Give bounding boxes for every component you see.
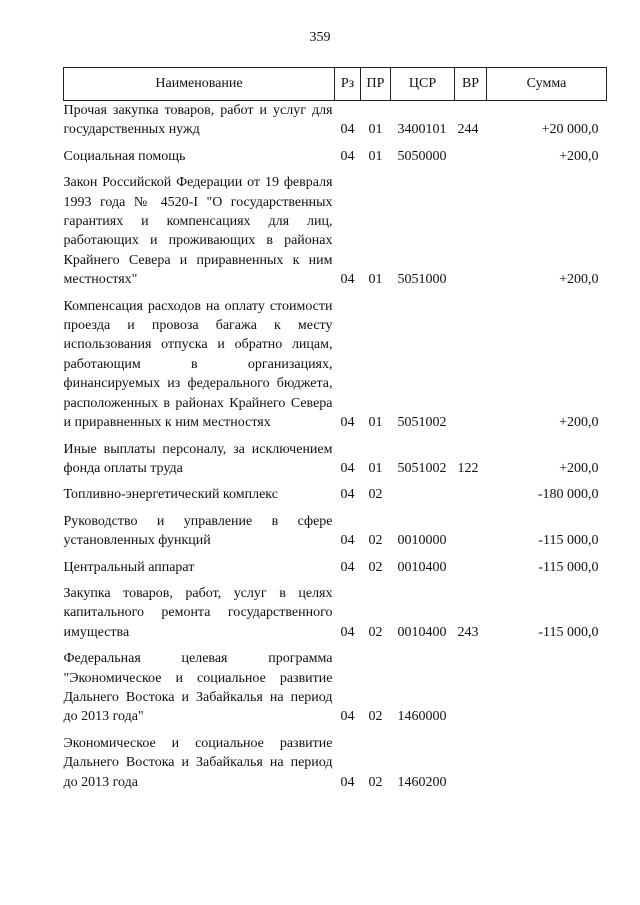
row-rz: 04 — [340, 415, 355, 431]
row-pr: 02 — [368, 709, 383, 725]
row-csr: 5051002 — [397, 415, 447, 431]
row-rz: 04 — [340, 148, 355, 164]
row-sum: -115 000,0 — [538, 624, 599, 640]
table-row — [64, 485, 607, 511]
row-sum: -115 000,0 — [538, 559, 599, 575]
table-row — [64, 147, 607, 173]
table-row — [64, 440, 607, 486]
row-rz: 04 — [340, 460, 355, 476]
row-rz: 04 — [340, 774, 355, 790]
row-csr: 3400101 — [397, 122, 447, 138]
row-rz: 04 — [340, 272, 355, 288]
row-rz: 04 — [340, 487, 355, 503]
row-sum: -115 000,0 — [538, 533, 599, 549]
header-vr: ВР — [455, 68, 487, 101]
row-pr: 01 — [368, 122, 383, 138]
row-name: Руководство и управление в сфере установленных функций — [63, 513, 333, 549]
header-sum: Сумма — [487, 68, 607, 101]
page-number: 359 — [309, 30, 331, 45]
header-name: Наименование — [64, 68, 335, 101]
row-rz: 04 — [340, 559, 355, 575]
row-vr — [455, 512, 487, 558]
row-name: Прочая закупка товаров, работ и услуг для государственных нужд — [63, 103, 333, 138]
table-row — [64, 558, 607, 584]
row-sum — [487, 649, 607, 734]
row-vr — [455, 297, 487, 440]
row-csr: 5051000 — [397, 272, 447, 288]
row-rz: 04 — [340, 624, 355, 640]
table-row — [64, 734, 607, 799]
table-header — [64, 68, 607, 101]
row-vr: 243 — [457, 624, 479, 640]
row-vr: 122 — [457, 460, 479, 476]
table-row — [64, 173, 607, 296]
row-pr: 01 — [368, 148, 383, 164]
row-sum: +200,0 — [559, 272, 599, 288]
table-row — [64, 649, 607, 734]
table-row — [64, 101, 607, 147]
row-vr — [455, 147, 487, 173]
row-vr — [455, 173, 487, 296]
row-csr: 5050000 — [397, 148, 447, 164]
row-vr — [455, 734, 487, 799]
row-rz: 04 — [340, 709, 355, 725]
row-name: Экономическое и социальное развитие Дальнего Востока и Забайкалья на период до 2013 года — [63, 735, 333, 790]
header-csr: ЦСР — [391, 68, 455, 101]
row-sum: +20 000,0 — [541, 122, 599, 138]
row-name: Центральный аппарат — [63, 559, 195, 575]
row-pr: 02 — [368, 774, 383, 790]
row-pr: 02 — [368, 624, 383, 640]
row-name: Федеральная целевая программа "Экономическое и социальное развитие Дальнего Востока и Забайкалья на период до 2013 года" — [63, 651, 333, 725]
row-name: Топливно-энергетический комплекс — [63, 487, 278, 503]
row-pr: 02 — [368, 487, 383, 503]
table-row — [64, 584, 607, 649]
row-rz: 04 — [340, 533, 355, 549]
row-csr: 0010000 — [397, 533, 447, 549]
table-body — [64, 101, 607, 800]
row-name: Иные выплаты персоналу, за исключением фонда оплаты труда — [63, 441, 333, 476]
row-pr: 01 — [368, 272, 383, 288]
row-sum: +200,0 — [559, 148, 599, 164]
row-sum — [487, 734, 607, 799]
header-rz: Рз — [335, 68, 361, 101]
table-row — [64, 297, 607, 440]
row-vr — [455, 485, 487, 511]
row-vr — [455, 558, 487, 584]
row-pr: 02 — [368, 533, 383, 549]
header-pr: ПР — [361, 68, 391, 101]
row-sum: +200,0 — [559, 460, 599, 476]
row-name: Закупка товаров, работ, услуг в целях капитального ремонта государственного имущества — [63, 585, 333, 640]
row-name: Закон Российской Федерации от 19 февраля 1993 года № 4520-I "О государственных гарантиях и компенсациях для лиц, работающих и проживающих в районах Крайнего Севера и приравненных к ним местностях" — [63, 175, 333, 288]
row-sum: -180 000,0 — [537, 487, 599, 503]
table-row — [64, 512, 607, 558]
row-pr: 01 — [368, 460, 383, 476]
row-csr: 1460200 — [397, 774, 447, 790]
row-sum: +200,0 — [559, 415, 599, 431]
row-vr: 244 — [457, 122, 479, 138]
row-name: Компенсация расходов на оплату стоимости проезда и провоза багажа к месту использования отпуска и обратно лицам, работающим в организациях, финансируемых из федерального бюджета, расположенных в районах Крайнего Севера и приравненных к ним местностях — [63, 298, 333, 431]
row-name: Социальная помощь — [63, 148, 186, 164]
budget-table — [63, 67, 607, 799]
row-csr: 1460000 — [397, 709, 447, 725]
row-csr — [391, 485, 455, 511]
row-csr: 0010400 — [397, 624, 447, 640]
row-rz: 04 — [340, 122, 355, 138]
row-pr: 01 — [368, 415, 383, 431]
row-vr — [455, 649, 487, 734]
row-csr: 5051002 — [397, 460, 447, 476]
row-pr: 02 — [368, 559, 383, 575]
row-csr: 0010400 — [397, 559, 447, 575]
